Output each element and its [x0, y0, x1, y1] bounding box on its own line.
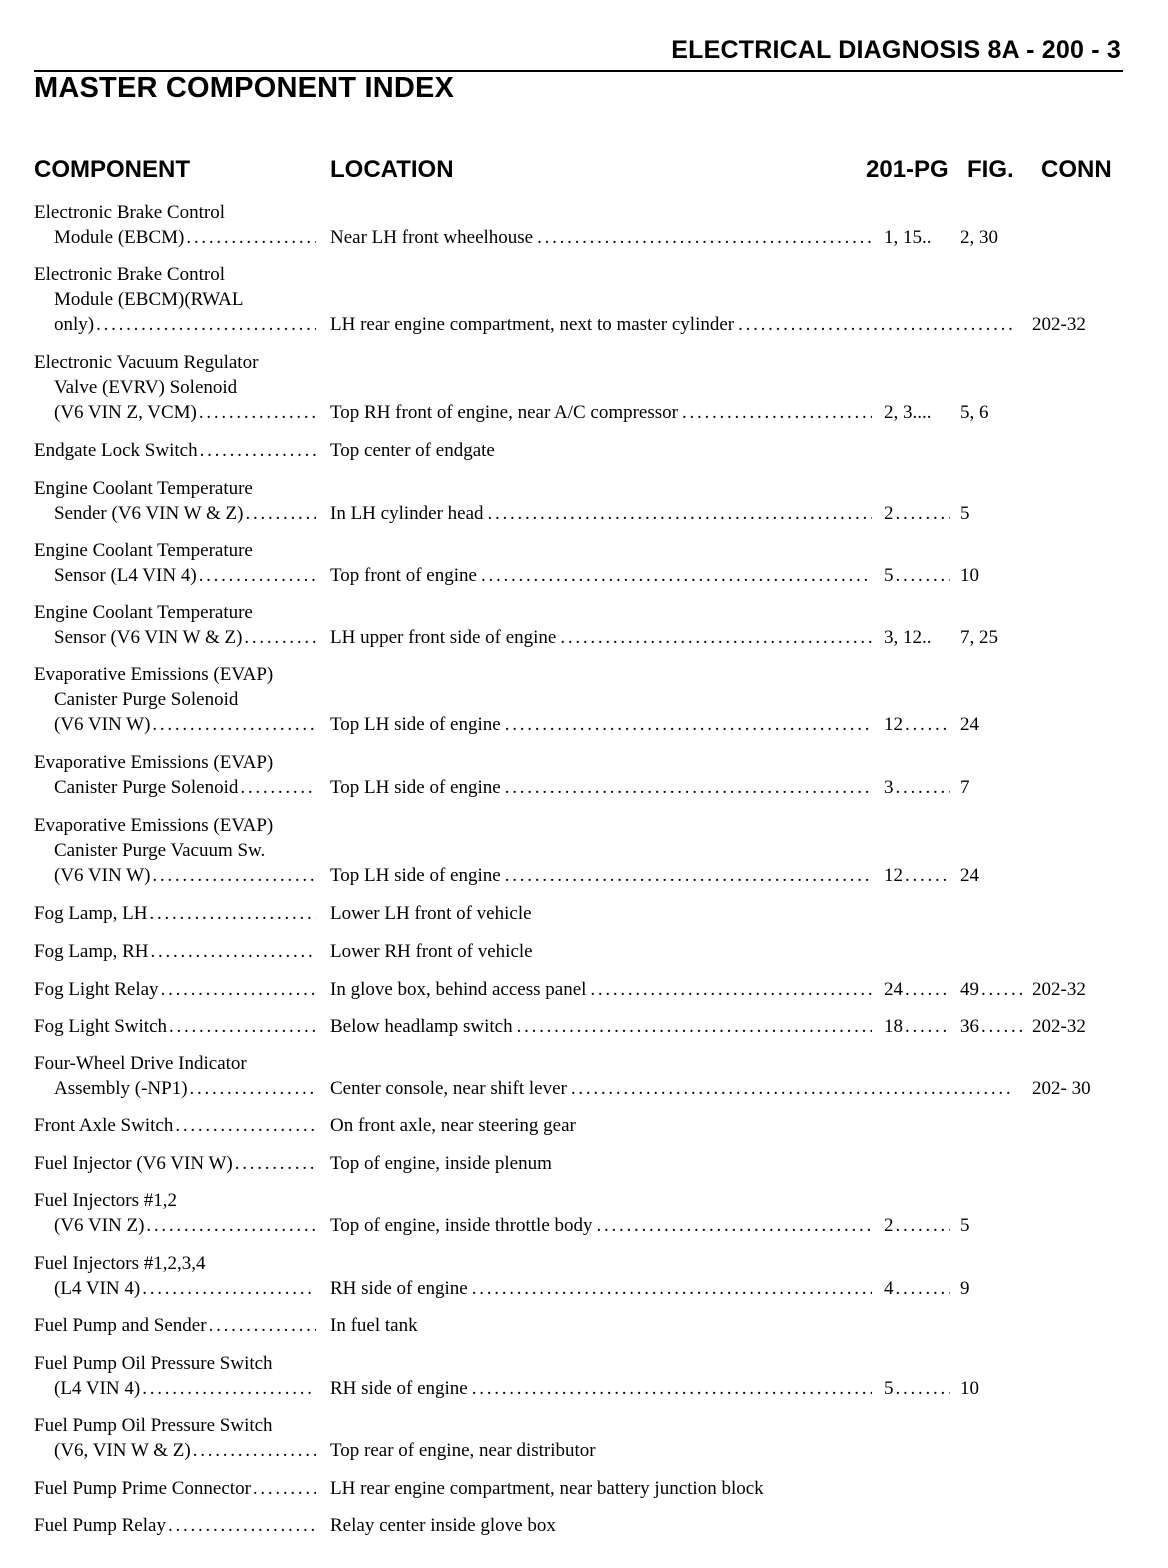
component-text: (V6, VIN W & Z)	[54, 1440, 191, 1461]
component-text: Fuel Pump Oil Pressure Switch	[34, 1415, 273, 1436]
page-reference	[884, 225, 950, 250]
component-text: only)	[54, 314, 95, 335]
leader-dots	[537, 225, 872, 250]
leader-dots	[235, 1151, 316, 1176]
component-name-line	[34, 1376, 316, 1401]
leader-dots	[597, 1213, 872, 1238]
component-name-line	[34, 939, 316, 964]
figure-reference	[960, 1213, 1022, 1238]
location-cell	[330, 939, 533, 964]
page-reference	[884, 400, 950, 425]
component-text: Fog Light Relay	[34, 979, 159, 1000]
component-text: Sender (V6 VIN W & Z)	[54, 503, 244, 524]
location-cell	[330, 1076, 1012, 1101]
component-name-line	[34, 977, 316, 1002]
component-text: Evaporative Emissions (EVAP)	[34, 815, 274, 836]
leader-dots	[149, 901, 316, 926]
page-text: 12	[884, 714, 903, 735]
leader-dots	[472, 1376, 872, 1401]
page-reference	[884, 1376, 950, 1401]
figure-text: 36	[960, 1016, 979, 1037]
column-header-component: COMPONENT	[34, 156, 190, 183]
component-text: Canister Purge Vacuum Sw.	[54, 840, 266, 861]
index-row	[0, 200, 1168, 250]
component-text: Fuel Pump and Sender	[34, 1315, 207, 1336]
leader-dots	[488, 501, 872, 526]
component-text: (V6 VIN Z, VCM)	[54, 402, 197, 423]
location-cell	[330, 501, 872, 526]
location-text: Lower RH front of vehicle	[330, 941, 533, 962]
component-name-line	[34, 1276, 316, 1301]
figure-reference	[960, 400, 1022, 425]
location-text: Top center of endgate	[330, 440, 495, 461]
component-name-line	[34, 775, 316, 800]
figure-text: 24	[960, 865, 979, 886]
leader-dots	[560, 625, 872, 650]
figure-text: 9	[960, 1278, 970, 1299]
page-reference	[884, 501, 950, 526]
component-text: Canister Purge Solenoid	[54, 689, 239, 710]
location-text: RH side of engine	[330, 1278, 468, 1299]
page-text: 2, 3....	[884, 402, 932, 423]
component-text: (V6 VIN W)	[54, 714, 151, 735]
leader-dots	[896, 1276, 951, 1301]
page-reference	[884, 1014, 950, 1039]
page-reference	[884, 863, 950, 888]
component-name	[34, 1051, 316, 1101]
leader-dots	[152, 712, 316, 737]
component-text: (V6 VIN W)	[54, 865, 151, 886]
page-reference	[884, 775, 950, 800]
component-name-line	[34, 1476, 316, 1501]
leader-dots	[199, 400, 316, 425]
component-text: Fog Lamp, RH	[34, 941, 149, 962]
component-name	[34, 1113, 316, 1138]
location-cell	[330, 1438, 596, 1463]
figure-text: 5	[960, 503, 970, 524]
component-name	[34, 438, 316, 463]
location-text: In glove box, behind access panel	[330, 979, 587, 1000]
component-name-line	[34, 750, 316, 775]
leader-dots	[571, 1076, 1012, 1101]
location-cell	[330, 1014, 872, 1039]
connector-reference: 202-32	[1032, 1016, 1086, 1037]
component-name-line	[34, 1113, 316, 1138]
index-row	[0, 1513, 1168, 1538]
index-row	[0, 438, 1168, 463]
leader-dots	[245, 501, 316, 526]
component-name-line	[34, 712, 316, 737]
leader-dots	[517, 1014, 872, 1039]
location-text: Relay center inside glove box	[330, 1515, 556, 1536]
leader-dots	[896, 1376, 951, 1401]
figure-reference	[960, 712, 1022, 737]
leader-dots	[169, 1014, 316, 1039]
leader-dots	[142, 1276, 316, 1301]
page-reference	[884, 712, 950, 737]
leader-dots	[481, 563, 872, 588]
component-name-line	[34, 1051, 316, 1076]
figure-reference	[960, 625, 1022, 650]
column-header-figure: FIG.	[967, 156, 1014, 183]
leader-dots	[905, 863, 950, 888]
leader-dots	[96, 312, 316, 337]
component-name-line	[34, 1076, 316, 1101]
component-name	[34, 1513, 316, 1538]
index-row	[0, 939, 1168, 964]
component-name	[34, 1313, 316, 1338]
leader-dots	[168, 1513, 316, 1538]
component-text: Fuel Injectors #1,2	[34, 1190, 178, 1211]
component-text: (V6 VIN Z)	[54, 1215, 145, 1236]
column-header-location: LOCATION	[330, 156, 454, 183]
component-text: Fog Lamp, LH	[34, 903, 148, 924]
leader-dots	[244, 625, 316, 650]
leader-dots	[590, 977, 872, 1002]
location-cell	[330, 1513, 556, 1538]
component-name	[34, 476, 316, 526]
page-text: 18	[884, 1016, 903, 1037]
component-name-line	[34, 200, 316, 225]
index-row	[0, 1251, 1168, 1301]
component-name	[34, 350, 316, 425]
location-text: Near LH front wheelhouse	[330, 227, 534, 248]
location-text: Center console, near shift lever	[330, 1078, 567, 1099]
location-cell	[330, 1313, 418, 1338]
page-text: 1, 15..	[884, 227, 932, 248]
component-text: Evaporative Emissions (EVAP)	[34, 664, 274, 685]
leader-dots	[151, 939, 316, 964]
location-cell	[330, 1213, 872, 1238]
index-row	[0, 750, 1168, 800]
location-cell	[330, 1276, 872, 1301]
component-name-line	[34, 813, 316, 838]
component-name-line	[34, 538, 316, 563]
component-text: Fog Light Switch	[34, 1016, 168, 1037]
component-name-line	[34, 1251, 316, 1276]
location-text: LH rear engine compartment, next to master cylinder	[330, 314, 735, 335]
page-text: 2	[884, 1215, 894, 1236]
component-name	[34, 1188, 316, 1238]
component-text: Electronic Vacuum Regulator	[34, 352, 259, 373]
component-name-line	[34, 687, 316, 712]
page-text: 5	[884, 565, 894, 586]
component-text: Fuel Injector (V6 VIN W)	[34, 1153, 233, 1174]
location-cell	[330, 438, 495, 463]
leader-dots	[472, 1276, 872, 1301]
component-text: Endgate Lock Switch	[34, 440, 198, 461]
index-row	[0, 901, 1168, 926]
component-name-line	[34, 1351, 316, 1376]
component-name-line	[34, 1438, 316, 1463]
component-name	[34, 1351, 316, 1401]
page-reference	[884, 977, 950, 1002]
component-name	[34, 901, 316, 926]
component-name-line	[34, 863, 316, 888]
index-row	[0, 813, 1168, 888]
component-name	[34, 200, 316, 250]
leader-dots	[505, 775, 872, 800]
component-text: Module (EBCM)	[54, 227, 185, 248]
component-name	[34, 813, 316, 888]
column-header-connector: CONN	[1041, 156, 1112, 183]
page-reference	[884, 563, 950, 588]
page-text: 5	[884, 1378, 894, 1399]
location-cell	[330, 901, 532, 926]
leader-dots	[146, 1213, 316, 1238]
component-name	[34, 538, 316, 588]
running-head: ELECTRICAL DIAGNOSIS 8A - 200 - 3	[671, 36, 1121, 64]
leader-dots	[505, 863, 872, 888]
leader-dots	[193, 1438, 316, 1463]
component-name-line	[34, 600, 316, 625]
component-text: Valve (EVRV) Solenoid	[54, 377, 238, 398]
location-text: Lower LH front of vehicle	[330, 903, 532, 924]
component-name-line	[34, 563, 316, 588]
leader-dots	[142, 1376, 316, 1401]
location-cell	[330, 625, 872, 650]
component-text: Front Axle Switch	[34, 1115, 174, 1136]
location-cell	[330, 712, 872, 737]
component-name-line	[34, 287, 316, 312]
location-cell	[330, 400, 872, 425]
page-reference	[884, 625, 950, 650]
connector-reference: 202-32	[1032, 979, 1086, 1000]
component-name	[34, 662, 316, 737]
leader-dots	[240, 775, 316, 800]
index-row	[0, 476, 1168, 526]
figure-text: 10	[960, 565, 979, 586]
component-name-line	[34, 262, 316, 287]
location-text: Top front of engine	[330, 565, 477, 586]
component-name-line	[34, 1413, 316, 1438]
index-row	[0, 1151, 1168, 1176]
leader-dots	[209, 1313, 316, 1338]
leader-dots	[175, 1113, 316, 1138]
component-name-line	[34, 838, 316, 863]
figure-text: 10	[960, 1378, 979, 1399]
component-text: (L4 VIN 4)	[54, 1278, 141, 1299]
location-text: Top of engine, inside plenum	[330, 1153, 552, 1174]
component-name	[34, 1476, 316, 1501]
index-row	[0, 977, 1168, 1002]
index-row	[0, 1351, 1168, 1401]
index-row	[0, 262, 1168, 337]
component-text: Four-Wheel Drive Indicator	[34, 1053, 247, 1074]
location-cell	[330, 977, 872, 1002]
location-text: In fuel tank	[330, 1315, 418, 1336]
index-row	[0, 538, 1168, 588]
component-name-line	[34, 350, 316, 375]
component-name-line	[34, 312, 316, 337]
component-text: Fuel Injectors #1,2,3,4	[34, 1253, 206, 1274]
leader-dots	[896, 1213, 951, 1238]
page-text: 3	[884, 777, 894, 798]
index-row	[0, 600, 1168, 650]
figure-text: 7, 25	[960, 627, 998, 648]
index-row	[0, 1051, 1168, 1101]
component-name-line	[34, 1151, 316, 1176]
connector-reference: 202- 30	[1032, 1078, 1091, 1099]
component-text: Engine Coolant Temperature	[34, 540, 253, 561]
page-text: 3, 12..	[884, 627, 932, 648]
component-name-line	[34, 1513, 316, 1538]
connector-reference: 202-32	[1032, 314, 1086, 335]
figure-reference	[960, 501, 1022, 526]
location-text: Top RH front of engine, near A/C compressor	[330, 402, 678, 423]
figure-text: 7	[960, 777, 970, 798]
location-text: LH upper front side of engine	[330, 627, 557, 648]
location-cell	[330, 775, 872, 800]
location-cell	[330, 1151, 552, 1176]
column-header-page: 201-PG	[866, 156, 949, 183]
location-text: Below headlamp switch	[330, 1016, 513, 1037]
index-row	[0, 350, 1168, 425]
component-text: Fuel Pump Oil Pressure Switch	[34, 1353, 273, 1374]
location-text: Top LH side of engine	[330, 865, 501, 886]
component-name	[34, 1251, 316, 1301]
component-name-line	[34, 662, 316, 687]
index-row	[0, 1113, 1168, 1138]
figure-text: 5, 6	[960, 402, 989, 423]
component-text: Evaporative Emissions (EVAP)	[34, 752, 274, 773]
component-name-line	[34, 501, 316, 526]
page-text: 2	[884, 503, 894, 524]
page-reference	[884, 1213, 950, 1238]
component-text: Engine Coolant Temperature	[34, 602, 253, 623]
leader-dots	[905, 712, 950, 737]
figure-reference	[960, 775, 1022, 800]
leader-dots	[905, 977, 950, 1002]
leader-dots	[896, 501, 951, 526]
component-name	[34, 977, 316, 1002]
index-row	[0, 1313, 1168, 1338]
component-name	[34, 750, 316, 800]
leader-dots	[190, 1076, 316, 1101]
page-title: MASTER COMPONENT INDEX	[34, 72, 455, 104]
location-cell	[330, 563, 872, 588]
figure-reference	[960, 1376, 1022, 1401]
page-text: 12	[884, 865, 903, 886]
figure-reference	[960, 225, 1022, 250]
figure-reference	[960, 1014, 1022, 1039]
component-name	[34, 600, 316, 650]
component-name-line	[34, 1014, 316, 1039]
figure-reference	[960, 863, 1022, 888]
figure-reference	[960, 1276, 1022, 1301]
component-name-line	[34, 476, 316, 501]
index-row	[0, 1188, 1168, 1238]
component-name	[34, 262, 316, 337]
component-text: Electronic Brake Control	[34, 264, 225, 285]
component-name	[34, 1151, 316, 1176]
figure-text: 2, 30	[960, 227, 998, 248]
component-text: Electronic Brake Control	[34, 202, 225, 223]
index-row	[0, 1014, 1168, 1039]
component-name-line	[34, 1313, 316, 1338]
component-name-line	[34, 438, 316, 463]
leader-dots	[896, 563, 951, 588]
figure-text: 24	[960, 714, 979, 735]
leader-dots	[200, 438, 316, 463]
leader-dots	[738, 312, 1012, 337]
location-text: LH rear engine compartment, near battery junction block	[330, 1478, 764, 1499]
component-name-line	[34, 400, 316, 425]
figure-reference	[960, 977, 1022, 1002]
component-text: Sensor (V6 VIN W & Z)	[54, 627, 243, 648]
location-cell	[330, 1476, 764, 1501]
location-cell	[330, 1376, 872, 1401]
leader-dots	[905, 1014, 950, 1039]
index-row	[0, 1413, 1168, 1463]
component-text: Fuel Pump Prime Connector	[34, 1478, 251, 1499]
leader-dots	[253, 1476, 316, 1501]
location-cell	[330, 1113, 576, 1138]
location-cell	[330, 312, 1012, 337]
component-text: Canister Purge Solenoid	[54, 777, 239, 798]
leader-dots	[682, 400, 872, 425]
component-name-line	[34, 225, 316, 250]
location-text: RH side of engine	[330, 1378, 468, 1399]
leader-dots	[152, 863, 316, 888]
location-cell	[330, 863, 872, 888]
component-name-line	[34, 375, 316, 400]
component-name-line	[34, 1188, 316, 1213]
index-row	[0, 1476, 1168, 1501]
location-text: Top of engine, inside throttle body	[330, 1215, 593, 1236]
leader-dots	[981, 1014, 1022, 1039]
component-text: Assembly (-NP1)	[54, 1078, 188, 1099]
component-text: (L4 VIN 4)	[54, 1378, 141, 1399]
location-text: Top rear of engine, near distributor	[330, 1440, 596, 1461]
figure-text: 5	[960, 1215, 970, 1236]
location-text: On front axle, near steering gear	[330, 1115, 576, 1136]
location-text: In LH cylinder head	[330, 503, 484, 524]
figure-text: 49	[960, 979, 979, 1000]
leader-dots	[505, 712, 872, 737]
leader-dots	[186, 225, 316, 250]
page-text: 24	[884, 979, 903, 1000]
leader-dots	[199, 563, 316, 588]
page-text: 4	[884, 1278, 894, 1299]
component-name	[34, 1413, 316, 1463]
component-name	[34, 1014, 316, 1039]
index-row	[0, 662, 1168, 737]
component-name	[34, 939, 316, 964]
component-text: Module (EBCM)(RWAL	[54, 289, 244, 310]
component-name-line	[34, 1213, 316, 1238]
leader-dots	[161, 977, 316, 1002]
location-cell	[330, 225, 872, 250]
component-text: Engine Coolant Temperature	[34, 478, 253, 499]
location-text: Top LH side of engine	[330, 777, 501, 798]
leader-dots	[896, 775, 951, 800]
component-text: Sensor (L4 VIN 4)	[54, 565, 197, 586]
component-text: Fuel Pump Relay	[34, 1515, 166, 1536]
location-text: Top LH side of engine	[330, 714, 501, 735]
page-reference	[884, 1276, 950, 1301]
figure-reference	[960, 563, 1022, 588]
leader-dots	[981, 977, 1022, 1002]
component-name-line	[34, 901, 316, 926]
component-name-line	[34, 625, 316, 650]
